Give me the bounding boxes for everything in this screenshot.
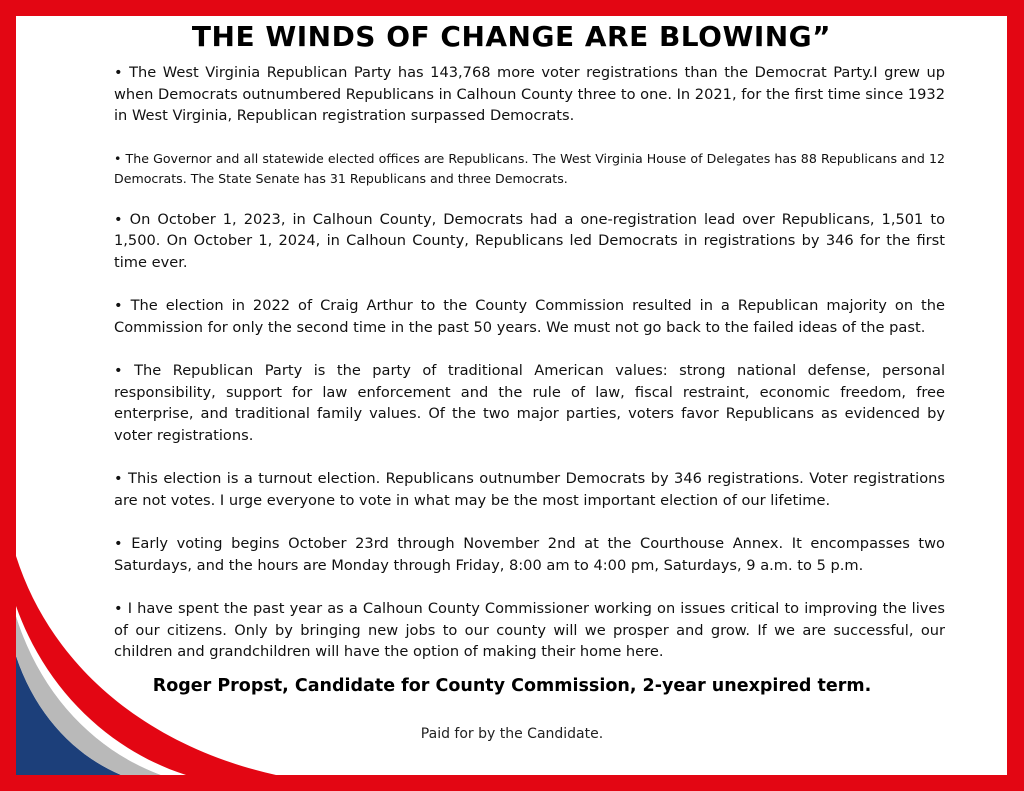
bullet-paragraph: • The election in 2022 of Craig Arthur to the County Commission resulted in a Republican majority on the Commission for only the second time in the past 50 years. We must not go back to the failed ideas of the past.	[114, 297, 945, 336]
bullet-paragraph: • The West Virginia Republican Party has 143,768 more voter registrations than the Democrat Party.I grew up when Democrats outnumbered Republicans in Calhoun County three to one. In 2021, for the first time since 1932 in West Virginia, Republican registration surpassed Democrats.	[114, 64, 945, 124]
bullet-paragraph: • Early voting begins October 23rd through November 2nd at the Courthouse Annex. It encompasses two Saturdays, and the hours are Monday through Friday, 8:00 am to 4:00 pm, Saturdays, 9 a.m. to 5 p.m.	[114, 535, 945, 574]
paid-for-disclaimer: Paid for by the Candidate.	[420, 726, 604, 742]
candidate-signature: Roger Propst, Candidate for County Commission, 2-year unexpired term.	[152, 676, 872, 696]
bullet-paragraph: • The Governor and all statewide elected offices are Republicans. The West Virginia House of Delegates has 88 Republicans and 12 Democrats. The State Senate has 31 Republicans and three Democrats.	[114, 150, 945, 186]
bullet-paragraph: • This election is a turnout election. Republicans outnumber Democrats by 346 registrations. Voter registrations are not votes. I urge everyone to vote in what may be the most important election of our lifetime.	[114, 470, 945, 509]
bullet-paragraph: • I have spent the past year as a Calhoun County Commissioner working on issues critical to improving the lives of our citizens. Only by bringing new jobs to our county will we prosper and grow. If we are successful, our children and grandchildren will have the option of making their home here.	[114, 600, 945, 660]
bullet-paragraph: • On October 1, 2023, in Calhoun County, Democrats had a one-registration lead over Republicans, 1,501 to 1,500. On October 1, 2024, in Calhoun County, Republicans led Democrats in registrations by 346 for the first time ever.	[114, 210, 945, 271]
bullet-paragraph: • The Republican Party is the party of traditional American values: strong national defense, personal responsibility, support for law enforcement and the rule of law, fiscal restraint, economic freedom, free enterprise, and traditional family values. Of the two major parties, voters favor Republicans as evidenced by voter registrations.	[114, 362, 945, 444]
headline: THE WINDS OF CHANGE ARE BLOWING”	[191, 20, 832, 53]
bullet-list	[114, 62, 945, 663]
